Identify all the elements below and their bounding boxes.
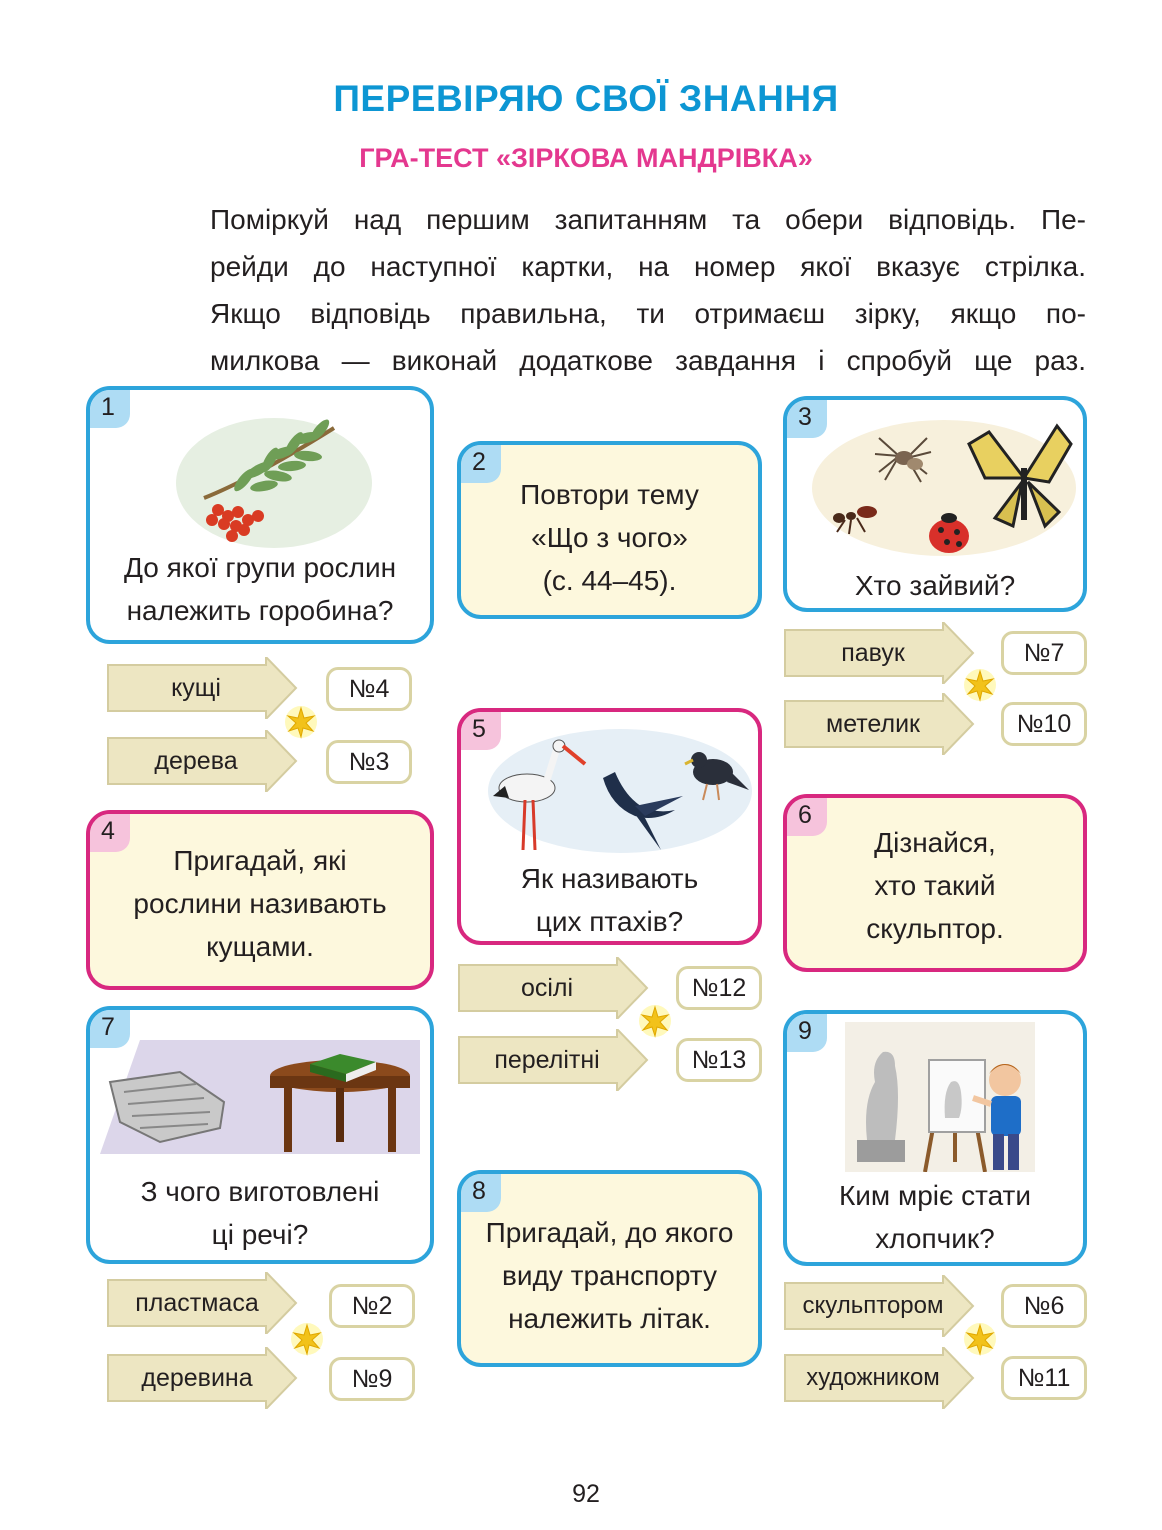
target-number: №12 [676, 966, 762, 1010]
target-number: №10 [1001, 702, 1087, 746]
card-number: 8 [457, 1170, 501, 1212]
page-title: ПЕРЕВІРЯЮ СВОЇ ЗНАННЯ [333, 78, 839, 119]
birds-illustration [485, 726, 755, 856]
card-8 [457, 1170, 762, 1367]
intro-line: Поміркуй над першим запитанням та обери відповідь. Пе- [210, 204, 1086, 235]
target-number: №3 [326, 740, 412, 784]
answer-label: скульптором [802, 1292, 944, 1319]
card-9 [783, 1010, 1087, 1266]
card-text-line: З чого виготовлені [140, 1176, 380, 1207]
card-task [461, 473, 758, 602]
card-text-line: кущами. [206, 931, 314, 962]
card-task [461, 1211, 758, 1340]
card-6 [783, 794, 1087, 972]
card-text-line: (с. 44–45). [542, 565, 677, 596]
card-number: 5 [457, 708, 501, 750]
intro-line: Якщо відповідь правильна, ти отримаєш зірку, якщо по- [210, 298, 1086, 329]
answer-arrow[interactable] [783, 701, 975, 747]
star-icon [638, 1004, 672, 1038]
card-text-line: ці речі? [211, 1219, 309, 1250]
card-number: 9 [783, 1010, 827, 1052]
rowan-branch-illustration [174, 408, 374, 548]
card-text-line: До якої групи рослин [123, 552, 397, 583]
star-icon [963, 668, 997, 702]
card-text-line: Ким мріє стати [838, 1180, 1032, 1211]
target-number: №7 [1001, 631, 1087, 675]
target-number: №11 [1001, 1356, 1087, 1400]
answer-arrow[interactable] [457, 1037, 649, 1083]
card-text-line: Повтори тему [520, 479, 699, 510]
answer-label: деревина [141, 1364, 253, 1392]
card-text-line: належить літак. [508, 1303, 711, 1334]
target-number: №4 [326, 667, 412, 711]
answer-arrow[interactable] [457, 965, 649, 1011]
target-number: №2 [329, 1284, 415, 1328]
card-text-line: Пригадай, до якого [485, 1217, 734, 1248]
answer-label: дерева [154, 747, 238, 775]
answer-arrow[interactable] [783, 630, 975, 676]
insects-illustration [809, 408, 1079, 558]
card-text-line: виду транспорту [502, 1260, 717, 1291]
card-task [787, 821, 1083, 950]
target-number: №6 [1001, 1284, 1087, 1328]
card-question [461, 857, 758, 943]
page-number: 92 [572, 1480, 600, 1508]
card-text-line: Як називають [520, 863, 699, 894]
card-number: 7 [86, 1006, 130, 1048]
newspaper-and-table-illustration [100, 1032, 428, 1162]
card-2 [457, 441, 762, 619]
card-5 [457, 708, 762, 945]
card-text-line: хлопчик? [875, 1223, 995, 1254]
star-icon [290, 1322, 324, 1356]
card-text-line: Хто зайвий? [854, 570, 1016, 601]
answer-arrow[interactable] [783, 1355, 975, 1401]
card-number: 2 [457, 441, 501, 483]
card-3 [783, 396, 1087, 612]
card-7 [86, 1006, 434, 1264]
target-number: №9 [329, 1357, 415, 1401]
card-1 [86, 386, 434, 644]
intro-line: рейди до наступної картки, на номер якої вказує стрілка. [210, 251, 1086, 282]
card-number: 1 [86, 386, 130, 428]
card-text-line: «Що з чого» [531, 522, 688, 553]
card-question [787, 1174, 1083, 1260]
answer-label: пластмаса [135, 1289, 259, 1317]
intro-line: милкова — виконай додаткове завдання і спробуй ще раз. [210, 345, 1086, 376]
page-subtitle: ГРА-ТЕСТ «ЗІРКОВА МАНДРІВКА» [359, 143, 813, 173]
answer-label: кущі [171, 674, 221, 702]
answer-arrow[interactable] [106, 1280, 298, 1326]
card-task [90, 839, 430, 968]
card-question [90, 1170, 430, 1256]
answer-label: художником [806, 1364, 940, 1391]
answer-label: осілі [520, 974, 574, 1002]
card-text-line: Пригадай, які [173, 845, 347, 876]
card-text-line: рослини називають [133, 888, 387, 919]
card-text-line: скульптор. [866, 913, 1004, 944]
card-question [787, 564, 1083, 607]
card-text-line: хто такий [874, 870, 996, 901]
boy-painting-sculpture-illustration [845, 1022, 1035, 1172]
card-text-line: належить горобина? [126, 595, 394, 626]
star-icon [963, 1322, 997, 1356]
intro-paragraph [210, 196, 1086, 384]
star-icon [284, 705, 318, 739]
card-question [90, 546, 430, 632]
answer-arrow[interactable] [106, 1355, 298, 1401]
answer-arrow[interactable] [783, 1283, 975, 1329]
answer-label: метелик [826, 710, 920, 738]
answer-label: перелітні [494, 1046, 600, 1074]
card-number: 3 [783, 396, 827, 438]
card-text-line: Дізнайся, [874, 827, 996, 858]
answer-arrow[interactable] [106, 738, 298, 784]
answer-arrow[interactable] [106, 665, 298, 711]
card-number: 6 [783, 794, 827, 836]
card-number: 4 [86, 810, 130, 852]
target-number: №13 [676, 1038, 762, 1082]
card-text-line: цих птахів? [535, 906, 684, 937]
answer-label: павук [841, 639, 905, 667]
card-4 [86, 810, 434, 990]
